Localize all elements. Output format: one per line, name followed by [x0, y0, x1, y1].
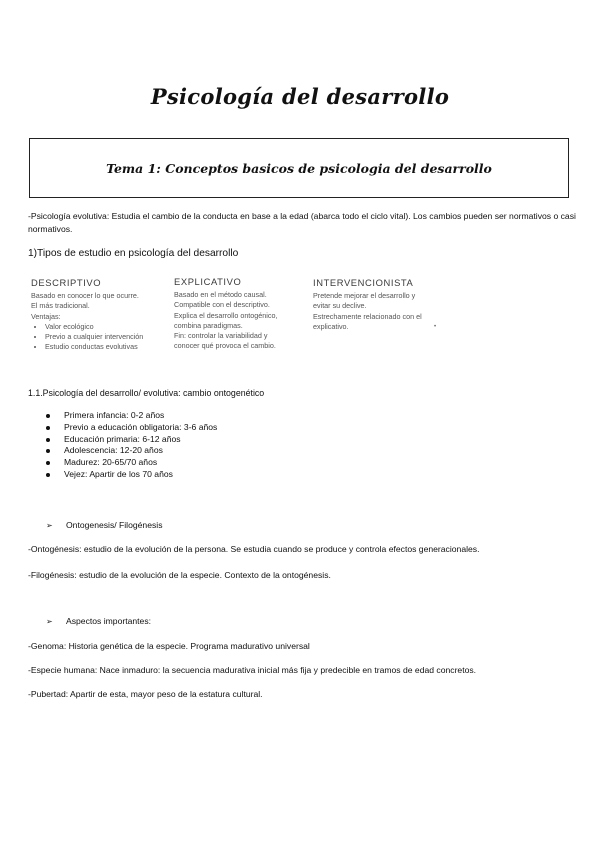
stages-list: [44, 410, 217, 481]
column-line: Fin: controlar la variabilidad y: [174, 331, 268, 341]
aspects-subheading: [46, 616, 151, 626]
column-line: Ventajas:: [31, 311, 61, 321]
column-intervencionista: [313, 277, 463, 332]
column-title: EXPLICATIVO: [174, 276, 242, 287]
topic-title: Tema 1: Conceptos basicos de psicologia del desarrollo: [106, 160, 492, 176]
column-title: DESCRIPTIVO: [31, 277, 102, 288]
column-line: El más tradicional.: [31, 301, 90, 311]
subheading-label: Ontogenesis/ Filogénesis: [66, 520, 163, 530]
column-line: Explica el desarrollo ontogénico,: [174, 310, 278, 320]
column-line: Basado en el método causal.: [174, 290, 267, 299]
especie-paragraph: -Especie humana: Nace inmaduro: la secuencia madurativa inicial más fija y predecible en tramos de edad concretos.: [28, 665, 477, 675]
ontogenesis-subheading: [46, 520, 163, 530]
arrowhead-icon: ➢: [46, 521, 53, 530]
page-title: Psicología del desarrollo: [150, 84, 450, 109]
column-title: INTERVENCIONISTA: [313, 277, 414, 288]
pubertad-paragraph: -Pubertad: Apartir de esta, mayor peso de la estatura cultural.: [28, 689, 263, 699]
column-line: Compatible con el descriptivo.: [174, 300, 270, 310]
column-line: Estrechamente relacionado con el: [313, 311, 422, 321]
column-bullet: • Valor ecológico: [45, 322, 171, 332]
arrowhead-icon: ➢: [46, 617, 53, 626]
list-item: Educación primaria: 6-12 años: [44, 434, 217, 446]
list-item: Previo a educación obligatoria: 3-6 años: [44, 422, 217, 434]
list-item: Madurez: 20-65/70 años: [44, 457, 217, 469]
genoma-paragraph: -Genoma: Historia genética de la especie. Programa madurativo universal: [28, 641, 310, 651]
column-line: Pretende mejorar el desarrollo y: [313, 291, 416, 300]
intro-paragraph: -Psicología evolutiva: Estudia el cambio de la conducta en base a la edad (abarca todo el ciclo vital). Los cambios pueden ser normativos o casi normativos.: [28, 211, 576, 234]
list-item: Vejez: Apartir de los 70 años: [44, 469, 217, 481]
column-line: combina paradigmas.: [174, 320, 243, 330]
filogenesis-paragraph: -Filogénesis: estudio de la evolución de la especie. Contexto de la ontogénesis.: [28, 570, 331, 580]
column-bullet: • Estudio conductas evolutivas: [45, 342, 171, 352]
column-line: Basado en conocer lo que ocurre.: [31, 291, 139, 300]
topic-box: [29, 138, 569, 198]
column-line: evitar su declive.: [313, 301, 367, 311]
ontogenetic-heading: 1.1.Psicología del desarrollo/ evolutiva: cambio ontogenético: [28, 388, 265, 398]
column-explicativo: [174, 276, 314, 352]
list-item: Adolescencia: 12-20 años: [44, 445, 217, 457]
column-descriptivo: [31, 277, 171, 353]
stray-mark-icon: •: [434, 324, 437, 330]
study-types-heading: 1)Tipos de estudio en psicología del desarrollo: [28, 248, 239, 259]
column-line: explicativo.: [313, 321, 349, 331]
ontogenesis-paragraph: -Ontogénesis: estudio de la evolución de la persona. Se estudia cuando se produce y controla efectos generacionales.: [28, 544, 480, 554]
column-line: conocer qué provoca el cambio.: [174, 341, 276, 351]
list-item: Primera infancia: 0-2 años: [44, 410, 217, 422]
column-bullet: • Previo a cualquier intervención: [45, 332, 171, 342]
subheading-label: Aspectos importantes:: [66, 616, 152, 626]
